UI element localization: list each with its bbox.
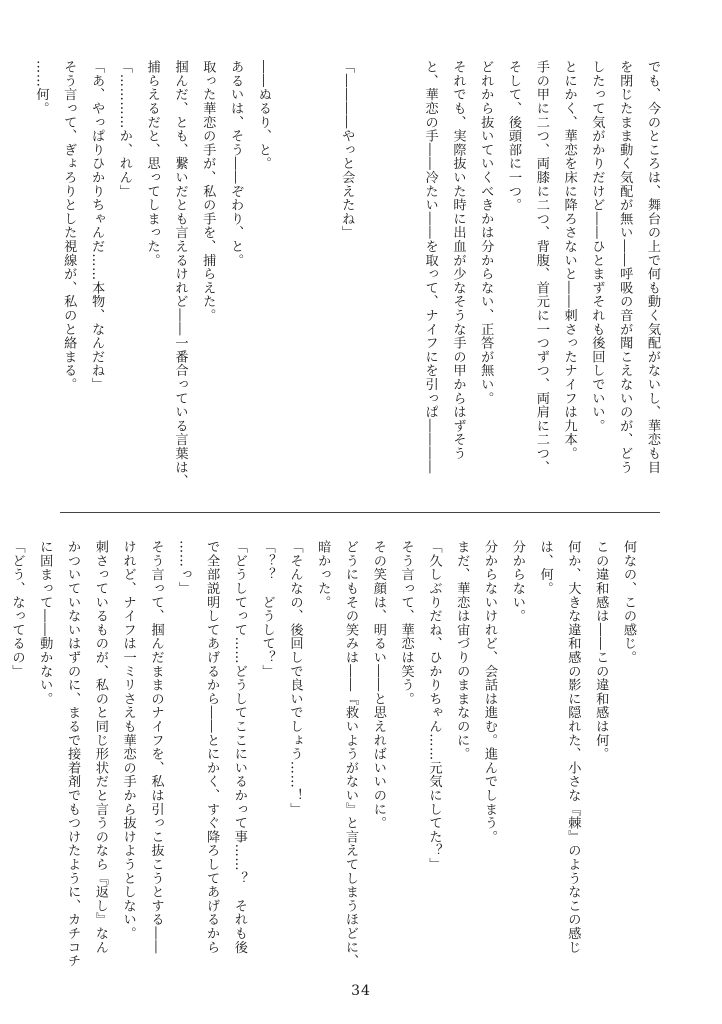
text-line: そう言って、ぎょろりとした視線が、私のと絡まる。 — [61, 60, 77, 392]
text-line: を閉じたまま動く気配が無い――呼吸の音が聞こえないのが、どう — [617, 60, 633, 474]
text-line: と、華恋の手――冷たい――を取って、ナイフにを引っぱ―――― — [422, 60, 438, 474]
text-line — [277, 60, 305, 500]
text-line: そして、後頭部に一つ。 — [506, 60, 522, 212]
text-line: で全部説明してあげるから――とにかく、すぐ降ろしてあげるから — [204, 540, 220, 954]
text-line: に固まって――動かない。 — [37, 540, 53, 706]
text-line: は、何。 — [537, 540, 553, 596]
text-line: その笑顔は、明るい――と思えればいいのに。 — [370, 540, 386, 830]
text-line: そう言って、華恋は笑う。 — [398, 540, 414, 706]
text-line: とにかく、華恋を床に降ろさないと――刺さったナイフは九本。 — [561, 60, 577, 461]
text-line: 何か、大きな違和感の影に隠れた、小さな『棘』のようなこの感じ — [565, 540, 581, 954]
text-line: 捕らえるだと、思ってしまった。 — [144, 60, 160, 267]
text-line: そう言って、掴んだままのナイフを、私は引っこ抜こうとする―― — [148, 540, 164, 954]
text-line: 「――――やっと会えたね」 — [339, 60, 355, 240]
text-line: どれから抜いていくべきかは分からない、正答が無い。 — [478, 60, 494, 405]
text-line: 「？？ どうして？」 — [259, 540, 275, 678]
text-line: 何なの、この感じ。 — [621, 540, 636, 665]
text-line — [305, 60, 333, 500]
text-line: どうにもその笑みは――『救いようがない』と言えてしまうほどに、 — [343, 540, 359, 968]
text-line: それでも、実際抜いた時に出血が少なそうな手の甲からはずそう — [450, 60, 466, 461]
text-line — [388, 60, 416, 500]
lower-text-block — [3, 540, 642, 970]
text-line: ――ぬるり、と。 — [255, 60, 271, 171]
text-line: あるいは、そう――ぞわり、と。 — [228, 60, 244, 267]
text-line: 「どう、なってるの」 — [9, 540, 25, 678]
text-line: 取った華恋の手が、私の手を、捕らえた。 — [200, 60, 216, 323]
text-line: かついていないはずのに、まるで接着剤でもつけたように、カチコチ — [65, 540, 81, 968]
text-line: 「あ、やっぱりひかりちゃんだ……本物、なんだね」 — [89, 60, 105, 392]
text-line: 「そんなの、後回しで良いでしょう……！」 — [287, 540, 303, 816]
text-line: ……っ」 — [176, 540, 192, 596]
text-line: 「…………か、れん」 — [116, 60, 132, 198]
text-line: まだ、華恋は宙づりのままなのに。 — [454, 540, 470, 761]
text-line: 分からない。 — [509, 540, 525, 623]
page-number: 34 — [351, 983, 371, 999]
text-line: 暗かった。 — [315, 540, 331, 609]
text-line: この違和感は――この違和感は何。 — [593, 540, 609, 761]
text-line: けれど、ナイフは一ミリさえも華恋の手から抜けようとしない。 — [120, 540, 136, 941]
text-line: でも、今のところは、舞台の上で何も動く気配がないし、華恋も目 — [645, 60, 660, 474]
text-line: したって気がかりだけど――ひとまずそれも後回しでいい。 — [589, 60, 605, 433]
text-line: 分からないけれど、会話は進む。進んでしまう。 — [482, 540, 498, 844]
text-line: 「どうしてって……どうしてここにいるかって事……？ それも後 — [231, 540, 247, 954]
text-line: 手の甲に二つ、両膝に二つ、背腹、首元に一つずつ、両肩に二つ、 — [533, 60, 549, 474]
text-line — [360, 60, 388, 500]
text-line: ……何。 — [33, 60, 49, 116]
text-line: 刺さっているものが、私のと同じ形状だと言うのなら『返し』なん — [92, 540, 108, 954]
text-line: 掴んだ、とも、繋いだとも言えるけれど――一番合っている言葉は、 — [172, 60, 188, 488]
section-divider — [60, 512, 660, 513]
text-line: 「久しぶりだね、ひかりちゃん……元気にしてた？」 — [426, 540, 442, 872]
upper-text-block — [27, 60, 666, 500]
